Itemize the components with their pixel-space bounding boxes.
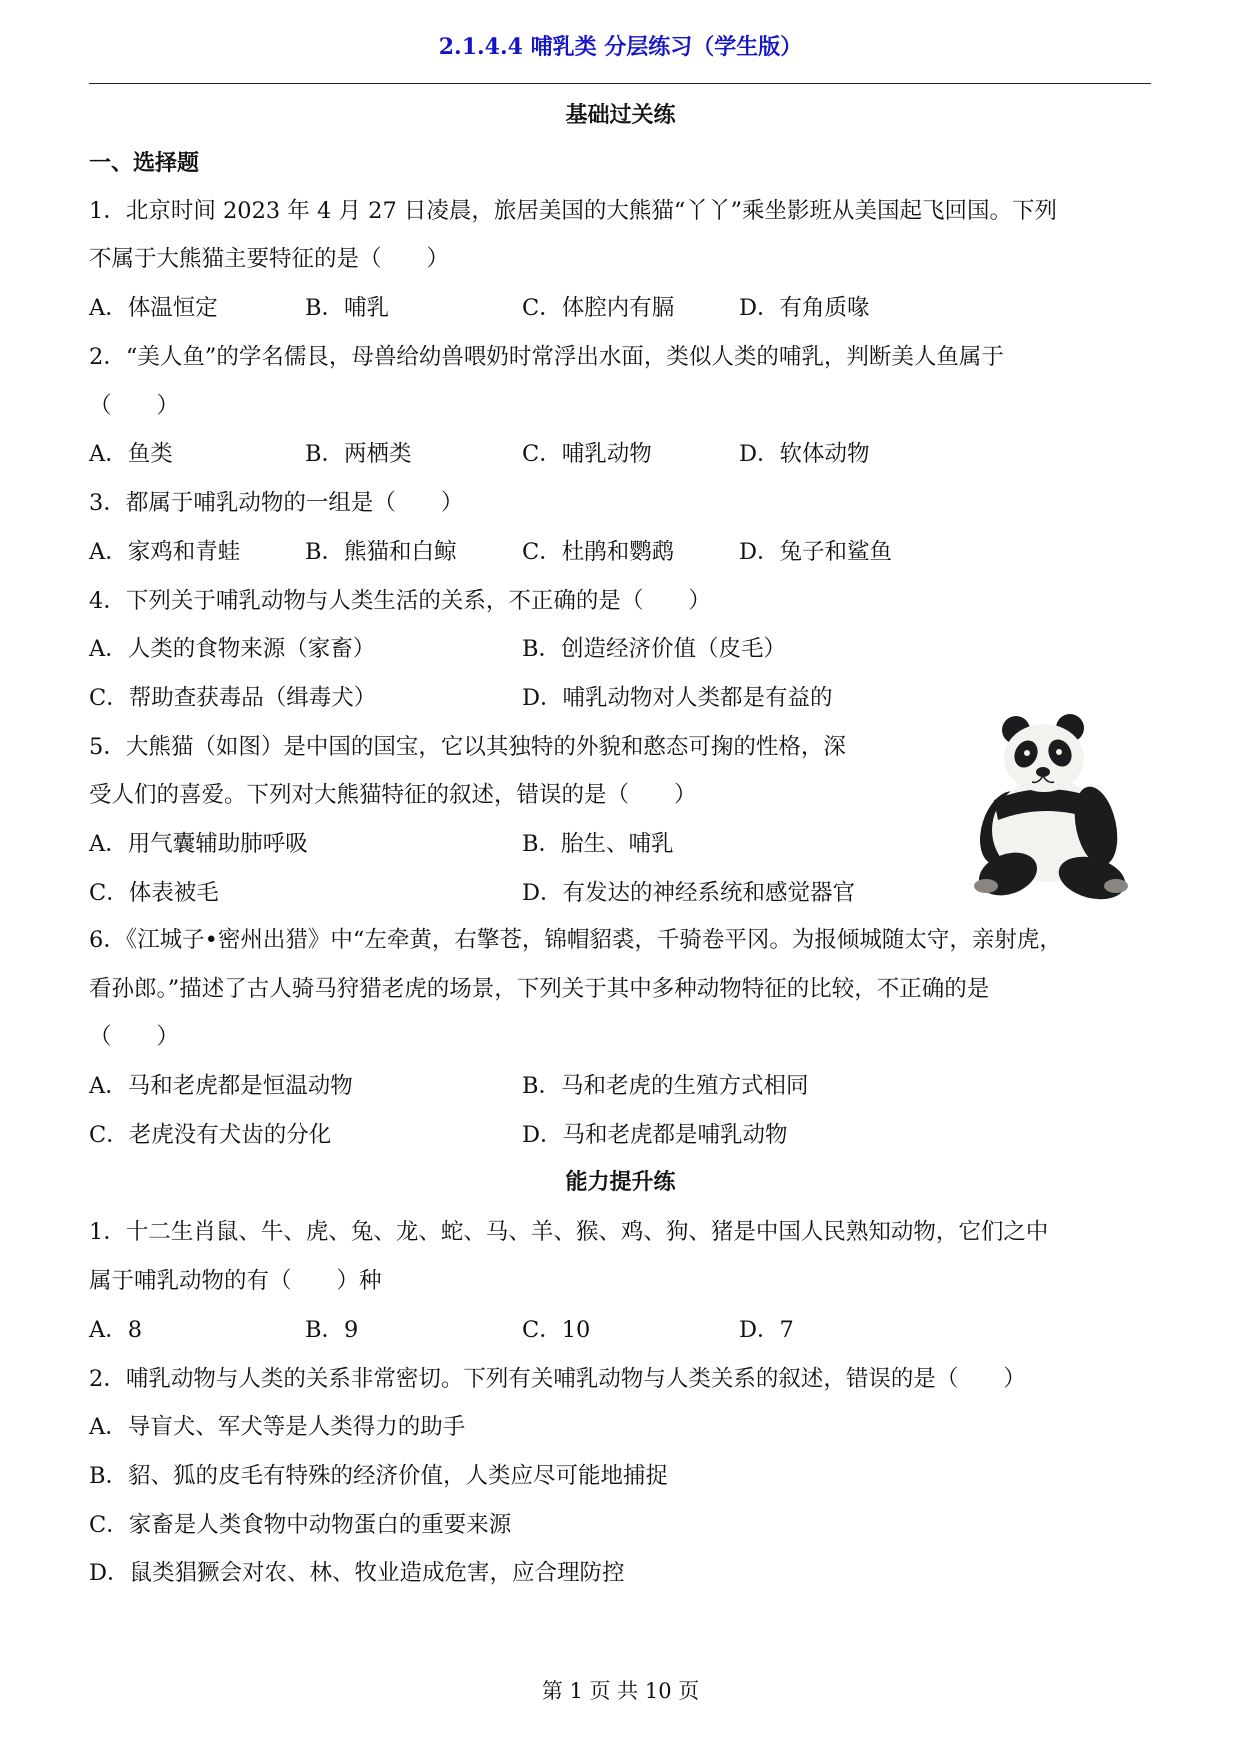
section-title-basic: 基础过关练 [565,102,676,128]
option-b[interactable]: B．9 [305,1317,359,1343]
option-a[interactable]: A．体温恒定 [89,295,218,321]
option-a[interactable]: A．家鸡和青蛙 [89,539,241,565]
option-b[interactable]: B．貂、狐的皮毛有特殊的经济价值，人类应尽可能地捕捉 [89,1463,669,1489]
option-a[interactable]: A．导盲犬、军犬等是人类得力的助手 [89,1414,466,1440]
option-c[interactable]: C．老虎没有犬齿的分化 [89,1122,332,1148]
option-d[interactable]: D．鼠类猖獗会对农、林、牧业造成危害，应合理防控 [89,1560,625,1586]
panda-illustration-icon [946,708,1138,900]
question-text: 1．北京时间 2023 年 4 月 27 日凌晨，旅居美国的大熊猫“丫丫”乘坐影班从美国起飞回国。下列 [89,198,1057,224]
option-a[interactable]: A．人类的食物来源（家畜） [89,636,376,662]
option-b[interactable]: B．熊猫和白鲸 [305,539,457,565]
option-b[interactable]: B．两栖类 [305,441,412,467]
page-number: 第 1 页 共 10 页 [541,1679,700,1703]
document-title: 2.1.4.4 哺乳类 分层练习（学生版） [438,34,803,60]
option-d[interactable]: D．软体动物 [739,441,870,467]
question-text: 3．都属于哺乳动物的一组是（ ） [89,490,464,516]
option-b[interactable]: B．哺乳 [305,295,390,321]
question-text: 1．十二生肖鼠、牛、虎、兔、龙、蛇、马、羊、猴、鸡、狗、猪是中国人民熟知动物，它们之中 [89,1219,1049,1245]
question-text: 2．“美人鱼”的学名儒艮，母兽给幼兽喂奶时常浮出水面，类似人类的哺乳，判断美人鱼属于 [89,344,1004,370]
question-text: 受人们的喜爱。下列对大熊猫特征的叙述，错误的是（ ） [89,782,697,808]
question-text: （ ） [89,1024,180,1050]
option-a[interactable]: A．鱼类 [89,441,173,467]
option-c[interactable]: C．10 [522,1317,591,1343]
header-divider [89,83,1151,84]
question-text: 4．下列关于哺乳动物与人类生活的关系，不正确的是（ ） [89,588,711,614]
option-b[interactable]: B．胎生、哺乳 [522,831,674,857]
question-text: 不属于大熊猫主要特征的是（ ） [89,246,450,272]
option-c[interactable]: C．杜鹃和鹦鹉 [522,539,675,565]
option-c[interactable]: C．哺乳动物 [522,441,652,467]
option-c[interactable]: C．体表被毛 [89,880,219,906]
option-d[interactable]: D．哺乳动物对人类都是有益的 [522,685,833,711]
option-a[interactable]: A．8 [89,1317,143,1343]
question-text: 2．哺乳动物与人类的关系非常密切。下列有关哺乳动物与人类关系的叙述，错误的是（ ） [89,1366,1026,1392]
option-d[interactable]: D．有角质喙 [739,295,870,321]
option-a[interactable]: A．马和老虎都是恒温动物 [89,1073,353,1099]
part-title-choice: 一、选择题 [89,150,200,176]
question-text: 属于哺乳动物的有（ ）种 [89,1268,382,1294]
question-text: 看孙郎。”描述了古人骑马狩猎老虎的场景，下列关于其中多种动物特征的比较，不正确的是 [89,976,990,1002]
option-b[interactable]: B．马和老虎的生殖方式相同 [522,1073,809,1099]
option-d[interactable]: D．兔子和鲨鱼 [739,539,893,565]
option-d[interactable]: D．7 [739,1317,794,1343]
option-d[interactable]: D．马和老虎都是哺乳动物 [522,1122,788,1148]
question-text: （ ） [89,393,180,419]
option-a[interactable]: A．用气囊辅助肺呼吸 [89,831,308,857]
question-text: 6．《江城子•密州出猎》中“左牵黄，右擎苍，锦帽貂裘，千骑卷平冈。为报倾城随太守，亲射虎， [89,927,1062,953]
option-c[interactable]: C．家畜是人类食物中动物蛋白的重要来源 [89,1512,512,1538]
option-d[interactable]: D．有发达的神经系统和感觉器官 [522,880,856,906]
option-b[interactable]: B．创造经济价值（皮毛） [522,636,787,662]
section-title-advanced: 能力提升练 [565,1169,676,1195]
option-c[interactable]: C．体腔内有膈 [522,295,675,321]
option-c[interactable]: C．帮助查获毒品（缉毒犬） [89,685,377,711]
question-text: 5．大熊猫（如图）是中国的国宝，它以其独特的外貌和憨态可掬的性格，深 [89,734,846,760]
